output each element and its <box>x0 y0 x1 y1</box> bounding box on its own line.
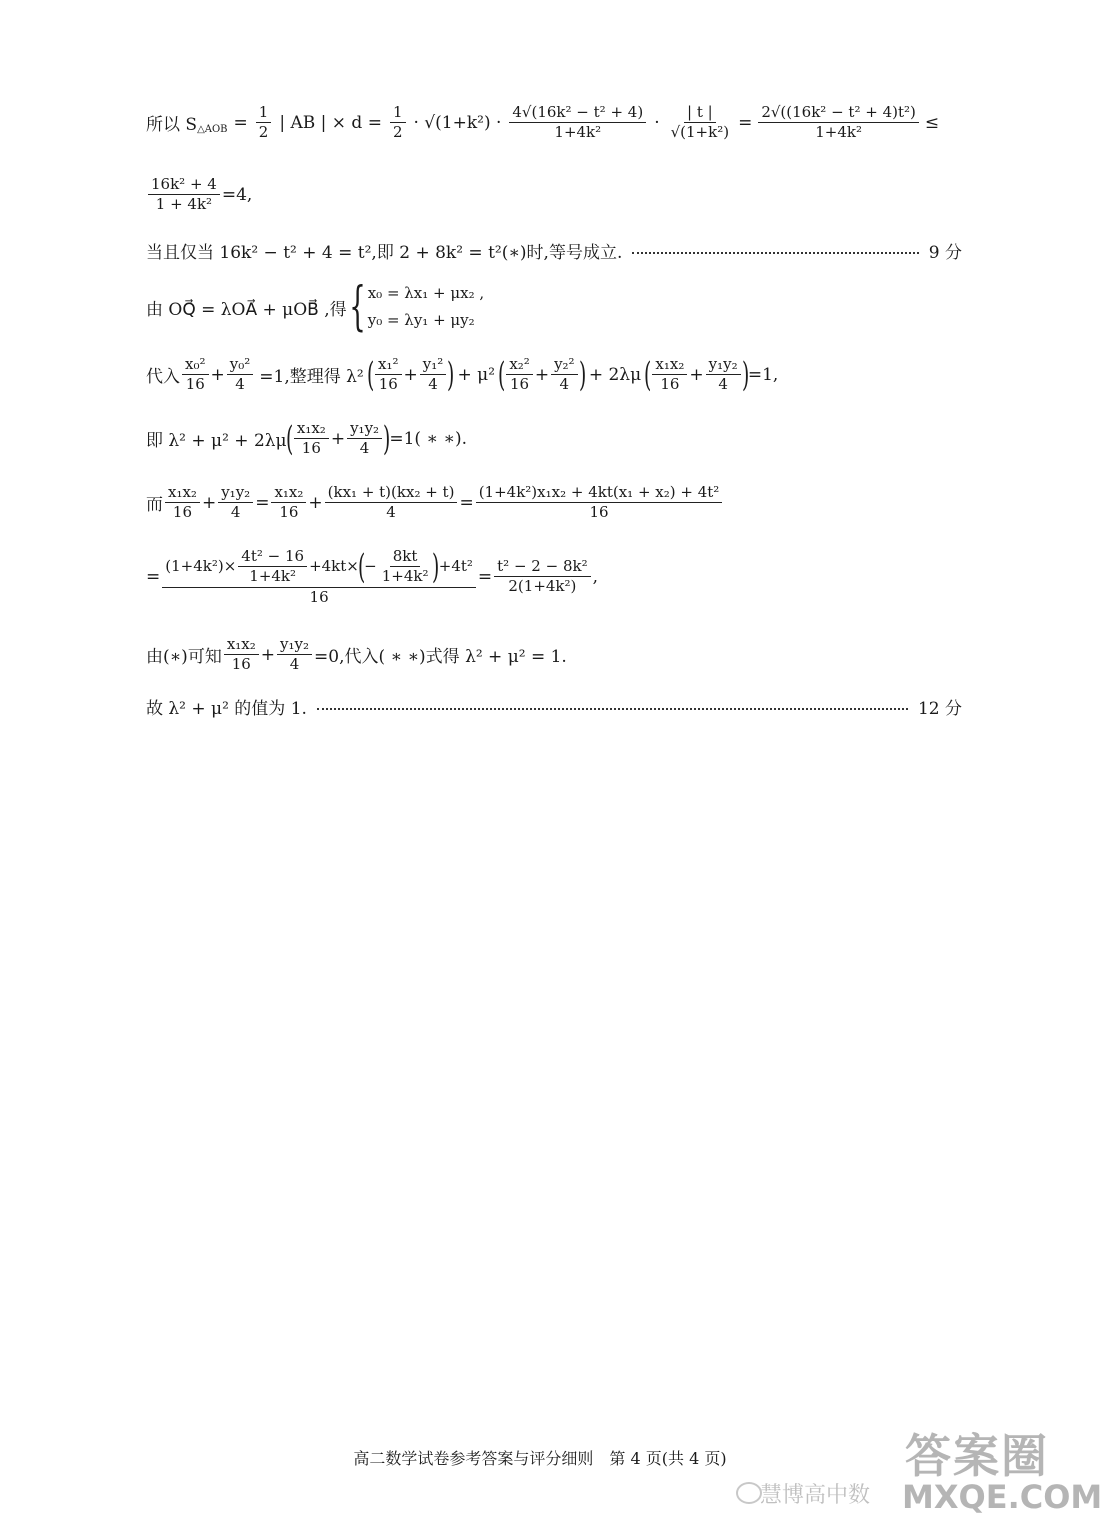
plus: + <box>534 364 550 385</box>
frac-vieta-product: $\frac{\text{4t² − 16}}{\text{1+4k²}}$ <box>238 548 307 586</box>
big-num-mid: +4kt× <box>309 557 359 576</box>
conclusion-prefix: 由(∗)可知 <box>146 647 222 668</box>
bound-result: =4, <box>221 184 253 205</box>
equals: = <box>738 112 753 133</box>
open-paren: ( <box>366 354 375 395</box>
plus: + <box>210 364 225 385</box>
expand-line <box>146 484 724 522</box>
frac-y2: $\frac{\text{y₂²}}{4}$ <box>551 356 578 394</box>
close-paren: ) <box>432 546 440 587</box>
final-answer-line <box>146 694 962 719</box>
bound-line <box>146 176 252 214</box>
frac-expanded: $\frac{\text{(1+4k²)x₁x₂ + 4kt(x₁ + x₂) + 4t²}}{16}$ <box>476 484 723 522</box>
area-subscript: △AOB <box>197 124 228 136</box>
equals: = <box>477 566 493 587</box>
distance-fraction: $\frac{| t |}{\text{√(1+k²)}}$ <box>670 103 730 142</box>
plus: + <box>689 364 704 385</box>
conclusion-line <box>146 636 567 674</box>
area-prefix: 所以 S <box>146 115 198 136</box>
frac-y1y2: $\frac{\text{y₁y₂}}{4}$ <box>277 636 312 674</box>
open-paren: ( <box>357 546 366 587</box>
wechat-icon <box>736 1482 762 1504</box>
open-paren: ( <box>644 354 652 395</box>
frac-y1y2: $\frac{\text{y₁y₂}}{4}$ <box>218 484 253 522</box>
frac-x2: $\frac{\text{x₂²}}{16}$ <box>506 356 533 394</box>
identity-prefix: 即 λ² + μ² + 2λμ <box>146 431 287 452</box>
equals: = <box>233 112 248 133</box>
frac-x0: $\frac{\text{x₀²}}{16}$ <box>182 356 209 394</box>
close-paren: ) <box>383 418 391 459</box>
rearrange-text: =1,整理得 λ² <box>259 367 364 388</box>
frac-vieta-sum: $\frac{8kt}{\text{1+4k²}}$ <box>381 547 429 586</box>
big-fraction <box>162 548 476 606</box>
chord-fraction: $\frac{\text{4√(16k² − t² + 4)}}{\text{1+4k²}}$ <box>509 104 646 142</box>
close-paren: ) <box>578 354 586 395</box>
equals: = <box>146 566 161 587</box>
frac-x1x2: $\frac{\text{x₁x₂}}{16}$ <box>165 484 200 522</box>
cross-term: + 2λμ <box>588 364 642 385</box>
area-formula-line <box>146 104 939 142</box>
score-9: 9 分 <box>928 243 962 263</box>
score-12: 12 分 <box>917 699 962 719</box>
frac-x1x2-b: $\frac{\text{x₁x₂}}{16}$ <box>271 484 306 522</box>
frac-simplified: $\frac{\text{t² − 2 − 8k²}}{\text{2(1+4k²)}}$ <box>494 558 590 596</box>
watermark-url: MXQE.COM <box>902 1478 1102 1516</box>
open-paren: ( <box>285 418 293 459</box>
watermark-logo: 答案圈 <box>905 1429 1049 1483</box>
frac-x1x2: $\frac{\text{x₁x₂}}{16}$ <box>652 356 687 394</box>
vector-line <box>146 277 485 337</box>
frac-x1: $\frac{\text{x₁²}}{16}$ <box>375 356 402 394</box>
sqrt-term: · √(1+k²) · <box>413 112 502 133</box>
left-brace: { <box>348 277 366 337</box>
equality-text: 当且仅当 16k² − t² + 4 = t²,即 2 + 8k² = t²(∗)时,等号成立. <box>146 243 623 263</box>
identity-end: =1( ∗ ∗). <box>389 428 467 449</box>
system-row-x: x₀ = λx₁ + μx₂ , <box>367 284 485 302</box>
substitute-line <box>146 356 778 394</box>
equals-one: =1, <box>747 364 779 385</box>
vector-text: 由 OQ⃗ = λOA⃗ + μOB⃗ ,得 <box>146 299 347 320</box>
final-answer-text: 故 λ² + μ² 的值为 1. <box>146 699 307 719</box>
plus: + <box>403 364 418 385</box>
substitute-prefix: 代入 <box>146 367 180 388</box>
identity-line <box>146 420 467 458</box>
plus: + <box>260 644 276 665</box>
leq: ≤ <box>924 112 940 133</box>
plus: + <box>330 428 346 449</box>
frac-x1x2: $\frac{\text{x₁x₂}}{16}$ <box>294 420 329 458</box>
bound-fraction: $\frac{\text{16k² + 4}}{\text{1 + 4k²}}$ <box>148 176 220 214</box>
result-fraction: $\frac{\text{2√((16k² − t² + 4)t²)}}{\text{1+4k²}}$ <box>758 104 919 142</box>
frac-y1y2: $\frac{\text{y₁y₂}}{4}$ <box>706 356 741 394</box>
close-paren: ) <box>741 354 749 395</box>
equals: = <box>255 492 270 513</box>
leader-dots <box>632 252 918 254</box>
frac-product: $\frac{\text{(kx₁ + t)(kx₂ + t)}}{4}$ <box>325 484 458 522</box>
fraction-half: $\frac{1}{2}$ <box>256 104 272 142</box>
frac-y1: $\frac{\text{y₁²}}{4}$ <box>420 356 447 394</box>
page-footer: 高二数学试卷参考答案与评分细则 第 4 页(共 4 页) <box>353 1449 727 1468</box>
plus: + <box>201 492 217 513</box>
leader-dots <box>317 708 908 710</box>
simplify-line <box>146 548 598 606</box>
watermark-source: 慧博高中数 <box>760 1483 871 1508</box>
comma: , <box>592 566 599 587</box>
big-den: 16 <box>309 587 329 606</box>
system-row-y: y₀ = λy₁ + μy₂ <box>367 311 475 329</box>
plus: + <box>308 492 323 513</box>
open-paren: ( <box>498 354 506 395</box>
mu-term: + μ² <box>457 364 496 385</box>
big-num-end: +4t² <box>438 557 473 576</box>
conclusion-end: =0,代入( ∗ ∗)式得 λ² + μ² = 1. <box>314 647 567 668</box>
frac-y0: $\frac{\text{y₀²}}{4}$ <box>227 356 254 394</box>
dot: · <box>654 112 660 133</box>
equation-system <box>368 280 484 334</box>
fraction-half-2: $\frac{1}{2}$ <box>390 104 406 142</box>
frac-y1y2: $\frac{\text{y₁y₂}}{4}$ <box>347 420 382 458</box>
close-paren: ) <box>447 354 455 395</box>
frac-x1x2: $\frac{\text{x₁x₂}}{16}$ <box>224 636 259 674</box>
expand-prefix: 而 <box>146 495 163 516</box>
ab-times-d: | AB | × d = <box>279 112 382 133</box>
minus: − <box>364 557 377 576</box>
equals: = <box>459 492 474 513</box>
equality-condition-line <box>146 238 962 263</box>
big-num-prefix: (1+4k²)× <box>165 557 237 576</box>
